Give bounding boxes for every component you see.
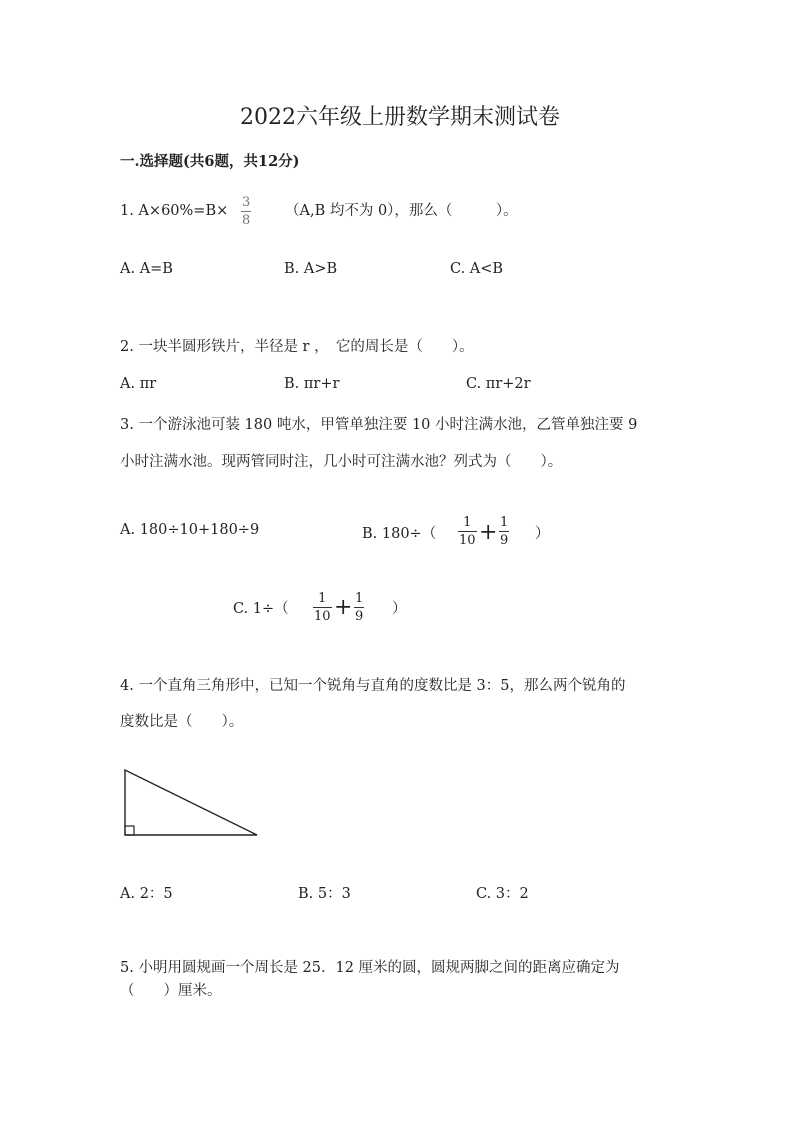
q3-b-frac1-numerator: 1 [463, 515, 472, 530]
q3-b-frac2-bar [499, 531, 509, 532]
q2-option-c: C. πr+2r [466, 376, 531, 392]
q3-c-fraction-1 [313, 592, 332, 624]
q3-stem-line1: 3. 一个游泳池可装 180 吨水，甲管单独注要 10 小时注满水池，乙管单独注要 9 [120, 417, 638, 433]
q3-option-b-prefix: B. 180÷（ [362, 526, 437, 542]
triangle-outline [125, 770, 257, 835]
q3-c-frac2-numerator: 1 [355, 591, 364, 606]
q1-option-a: A. A=B [120, 261, 173, 277]
q2-option-a: A. πr [120, 376, 157, 392]
q4-option-a: A. 2：5 [120, 886, 173, 902]
q1-frac-bar [241, 211, 251, 212]
q2-stem: 2. 一块半圆形铁片，半径是 r ， 它的周长是（ ）。 [120, 339, 474, 355]
q3-c-frac2-denominator: 9 [355, 609, 364, 624]
q1-option-c: C. A<B [450, 261, 504, 277]
q3-c-frac1-denominator: 10 [314, 609, 331, 624]
q3-c-frac2-bar [354, 607, 364, 608]
q2-option-b: B. πr+r [284, 376, 340, 392]
q3-b-frac1-denominator: 10 [459, 533, 476, 548]
q4-stem-line2: 度数比是（ ）。 [120, 714, 244, 730]
q3-c-fraction-2 [354, 592, 364, 624]
q3-b-plus-sign: + [479, 520, 498, 545]
q3-b-frac2-numerator: 1 [500, 515, 509, 530]
q3-option-c-close: ） [392, 601, 407, 617]
q3-c-plus-sign: + [334, 595, 353, 620]
right-triangle-figure [120, 765, 265, 840]
page-title: 2022六年级上册数学期末测试卷 [240, 105, 560, 130]
q1-frac-denominator: 8 [242, 213, 251, 228]
q1-fraction [241, 196, 251, 228]
q3-option-b-close: ） [535, 526, 550, 542]
right-angle-marker [125, 826, 134, 835]
q3-b-fraction-2 [499, 516, 509, 548]
q3-c-frac1-numerator: 1 [318, 591, 327, 606]
q1-frac-numerator: 3 [242, 195, 251, 210]
q5-stem-line1: 5. 小明用圆规画一个周长是 25．12 厘米的圆，圆规两脚之间的距离应确定为 [120, 960, 620, 976]
q3-b-frac2-denominator: 9 [500, 533, 509, 548]
q4-option-c: C. 3：2 [476, 886, 529, 902]
q1-stem-suffix: （A,B 均不为 0），那么（ ）。 [285, 203, 518, 219]
section-heading: 一.选择题(共6题，共12分) [120, 153, 300, 170]
q5-stem-line2: （ ）厘米。 [120, 983, 222, 999]
q3-option-c-prefix: C. 1÷（ [233, 601, 289, 617]
q3-b-frac1-bar [458, 531, 477, 532]
q4-stem-line1: 4. 一个直角三角形中，已知一个锐角与直角的度数比是 3：5，那么两个锐角的 [120, 678, 626, 694]
q4-option-b: B. 5：3 [298, 886, 351, 902]
q3-stem-line2: 小时注满水池。现两管同时注，几小时可注满水池？列式为（ ）。 [120, 454, 563, 470]
q1-stem-prefix: 1. A×60%=B× [120, 203, 229, 219]
q3-b-fraction-1 [458, 516, 477, 548]
q1-option-b: B. A>B [284, 261, 338, 277]
q3-c-frac1-bar [313, 607, 332, 608]
q3-option-a: A. 180÷10+180÷9 [120, 522, 260, 538]
